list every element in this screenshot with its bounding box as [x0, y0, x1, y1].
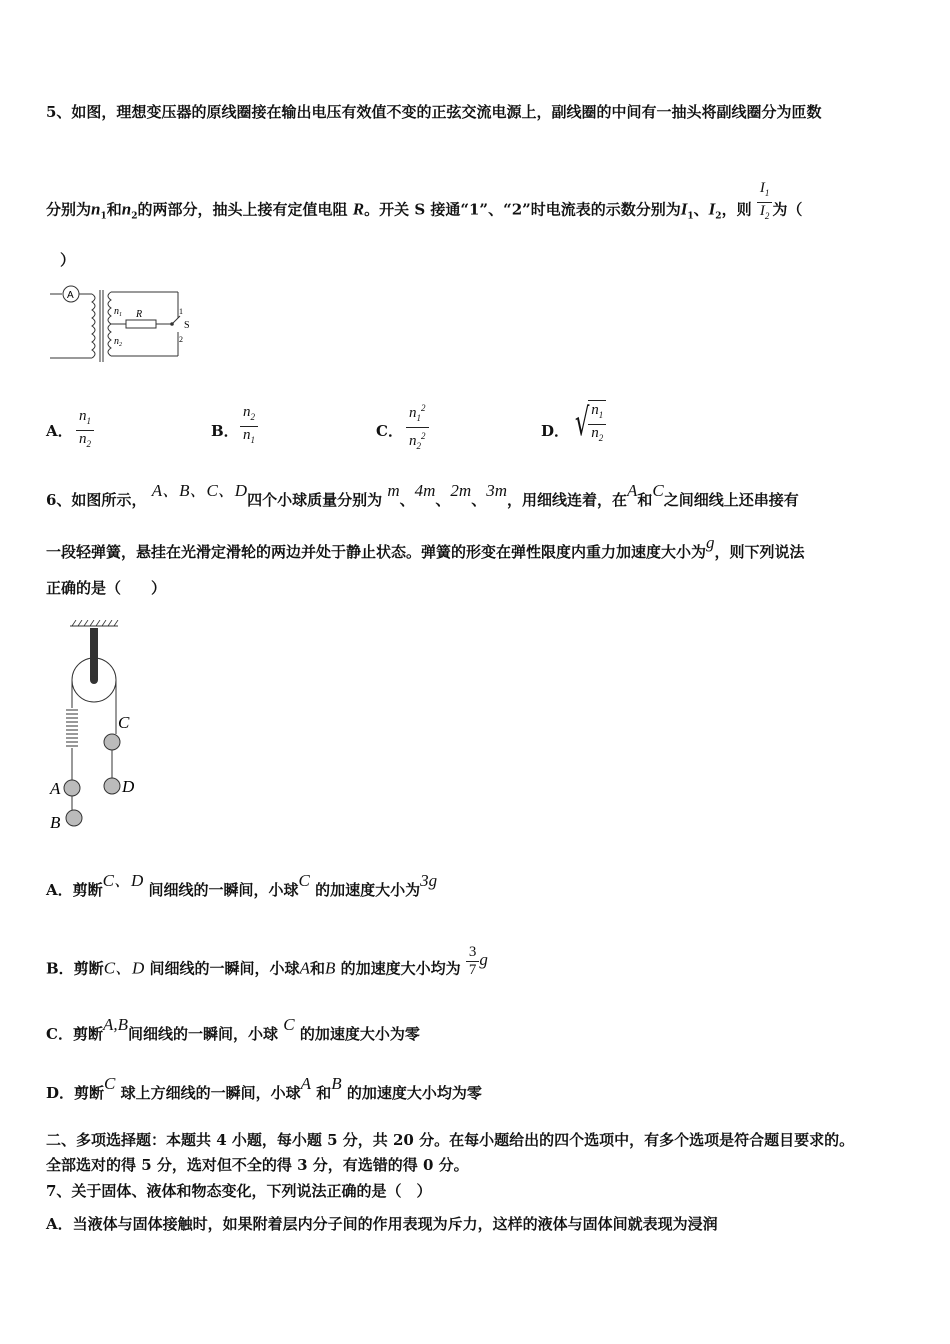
q7-option-a[interactable]: A．当液体与固体接触时，如果附着层内分子间的作用表现为斥力，这样的液体与固体间就表现为浸润 — [46, 1215, 718, 1233]
q5-ratio-fraction: $\frac{I_1}{I_2}$ — [757, 180, 773, 225]
transformer-circuit-figure — [46, 280, 196, 364]
svg-text:R: R — [136, 309, 143, 320]
q5-option-a-label[interactable]: A． — [46, 422, 73, 440]
q6-option-a[interactable]: A．剪断C、D 间细线的一瞬间，小球C 的加速度大小为3g — [46, 871, 438, 899]
svg-text:B: B — [50, 813, 61, 832]
q6-option-b[interactable]: B．剪断C、D 间细线的一瞬间，小球A和B 的加速度大小均为 $\frac{3}{7}$ g — [46, 944, 488, 978]
q6-stem-line1: 6、如图所示， A、B、C、D四个小球质量分别为 m、4m、2m、3m，用细线连着，在A和C之间细线上还串接有 — [46, 481, 799, 509]
q5-close-paren: ） — [60, 251, 76, 269]
q5-option-d[interactable]: √ $\frac{n_1}{n_2}$ — [570, 400, 606, 447]
svg-text:2: 2 — [179, 335, 183, 344]
spring-icon — [66, 710, 78, 746]
pulley-figure — [46, 620, 156, 835]
svg-text:S: S — [184, 320, 190, 331]
svg-text:n2: $n_2$ — [114, 336, 122, 348]
q7-stem: 7、关于固体、液体和物态变化，下列说法正确的是（ ） — [46, 1182, 432, 1200]
q6-option-c[interactable]: C．剪断A,B间细线的一瞬间，小球 C 的加速度大小为零 — [46, 1015, 420, 1043]
q5-option-b-label[interactable]: B． — [211, 422, 239, 440]
sqrt-icon: √ — [574, 400, 590, 444]
svg-text:n1: $n_1$ — [114, 306, 122, 318]
q6-option-d[interactable]: D．剪断C 球上方细线的一瞬间，小球A 和B 的加速度大小均为零 — [46, 1074, 482, 1102]
ball-c — [104, 734, 120, 750]
q5-option-c[interactable]: $\frac{n_1^2}{n_2^2}$ — [406, 400, 429, 455]
q5-stem-line2: 分别为$n_1$和$n_2$的两部分，抽头上接有定值电阻 R。开关 S 接通“1”、“2”时电流表的示数分别为$I_1$、$I_2$，则 $\frac{I_1}{I_2}$ 为（ — [46, 188, 910, 233]
svg-text:D: D — [122, 777, 135, 796]
ball-a — [64, 780, 80, 796]
svg-text:A: A — [50, 779, 61, 798]
section2-header-line1: 二、多项选择题：本题共 4 小题，每小题 5 分，共 20 分。在每小题给出的四个选项中，有多个选项是符合题目要求的。 — [46, 1131, 855, 1149]
q5-stem-line1: 5、如图，理想变压器的原线圈接在输出电压有效值不变的正弦交流电源上，副线圈的中间有一抽头将副线圈分为匝数 — [46, 103, 822, 121]
section2-header-line2: 全部选对的得 5 分，选对但不全的得 3 分，有选错的得 0 分。 — [46, 1156, 469, 1174]
svg-text:A: A — [67, 290, 74, 301]
ball-b — [66, 810, 82, 826]
resistor-r — [126, 320, 156, 328]
q5-option-d-label[interactable]: D． — [541, 422, 570, 440]
q5-option-a[interactable]: $\frac{n_1}{n_2}$ — [76, 408, 94, 453]
q5-option-c-label[interactable]: C． — [376, 422, 403, 440]
q6-stem-line2: 一段轻弹簧，悬挂在光滑定滑轮的两边并处于静止状态。弹簧的形变在弹性限度内重力加速度大小为g，则下列说法 — [46, 533, 805, 561]
q6-stem-line3: 正确的是（ ） — [46, 579, 167, 597]
q5-option-b[interactable]: $\frac{n_2}{n_1}$ — [240, 404, 258, 449]
svg-text:1: 1 — [179, 307, 183, 316]
svg-text:C: C — [118, 713, 130, 732]
ball-d — [104, 778, 120, 794]
